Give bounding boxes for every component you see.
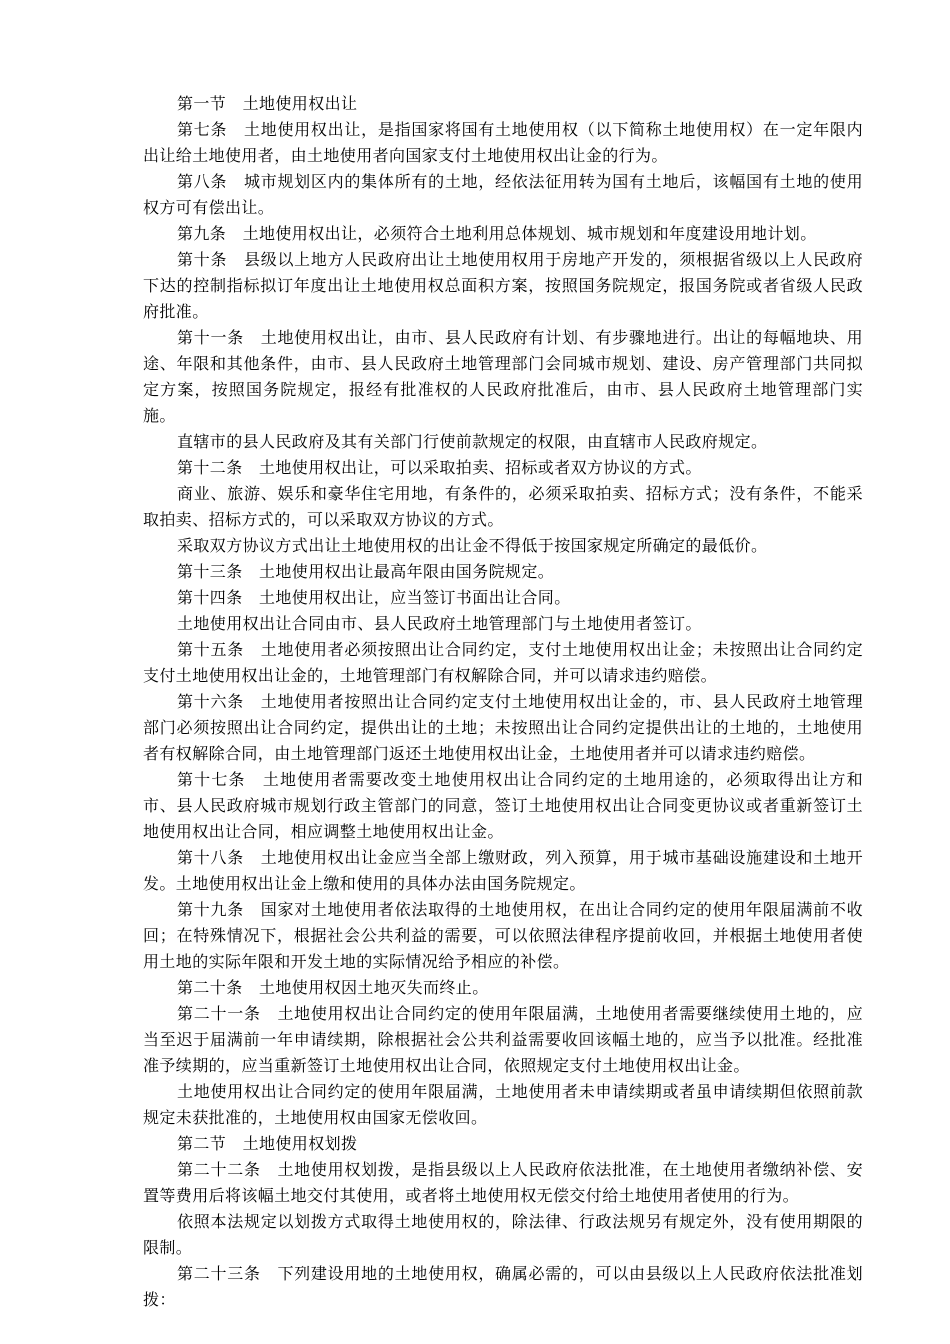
article-18: 第十八条 土地使用权出让金应当全部上缴财政，列入预算，用于城市基础设施建设和土地开发。土地使用权出让金上缴和使用的具体办法由国务院规定。 [143, 848, 863, 893]
section-heading-1: 第一节 土地使用权出让 [177, 94, 358, 113]
article-11: 第十一条 土地使用权出让，由市、县人民政府有计划、有步骤地进行。出让的每幅地块、用途、年限和其他条件，由市、县人民政府土地管理部门会同城市规划、建设、房产管理部门共同拟定方案，按照国务院规定，报经有批准权的人民政府批准后，由市、县人民政府土地管理部门实施。 [143, 328, 863, 425]
article-23: 第二十三条 下列建设用地的土地使用权，确属必需的，可以由县级以上人民政府依法批准划拨： [143, 1264, 863, 1309]
article-9: 第九条 土地使用权出让，必须符合土地利用总体规划、城市规划和年度建设用地计划。 [177, 224, 817, 243]
article-8: 第八条 城市规划区内的集体所有的土地，经依法征用转为国有土地后，该幅国有土地的使用权方可有偿出让。 [143, 172, 863, 217]
article-21: 第二十一条 土地使用权出让合同约定的使用年限届满，土地使用者需要继续使用土地的，应当至迟于届满前一年申请续期，除根据社会公共利益需要收回该幅土地的，应当予以批准。经批准准予续期的，应当重新签订土地使用权出让合同，依照规定支付土地使用权出让金。 [143, 1004, 863, 1075]
article-16: 第十六条 土地使用者按照出让合同约定支付土地使用权出让金的，市、县人民政府土地管理部门必须按照出让合同约定，提供出让的土地；未按照出让合同约定提供出让的土地的，土地使用者有权解除合同，由土地管理部门返还土地使用权出让金，土地使用者并可以请求违约赔偿。 [143, 692, 863, 763]
article-14: 第十四条 土地使用权出让，应当签订书面出让合同。 [177, 588, 571, 607]
article-14-clause-2: 土地使用权出让合同由市、县人民政府土地管理部门与土地使用者签订。 [177, 614, 702, 633]
article-12: 第十二条 土地使用权出让，可以采取拍卖、招标或者双方协议的方式。 [177, 458, 702, 477]
article-15: 第十五条 土地使用者必须按照出让合同约定，支付土地使用权出让金；未按照出让合同约定支付土地使用权出让金的，土地管理部门有权解除合同，并可以请求违约赔偿。 [143, 640, 863, 685]
section-heading-2: 第二节 土地使用权划拨 [177, 1134, 358, 1153]
article-21-clause-2: 土地使用权出让合同约定的使用年限届满，土地使用者未申请续期或者虽申请续期但依照前款规定未获批准的，土地使用权由国家无偿收回。 [143, 1082, 863, 1127]
article-7: 第七条 土地使用权出让，是指国家将国有土地使用权（以下简称土地使用权）在一定年限内出让给土地使用者，由土地使用者向国家支付土地使用权出让金的行为。 [143, 120, 863, 165]
document-body [143, 91, 863, 1313]
article-22-clause-2: 依照本法规定以划拨方式取得土地使用权的，除法律、行政法规另有规定外，没有使用期限的限制。 [143, 1212, 863, 1257]
article-20: 第二十条 土地使用权因土地灭失而终止。 [177, 978, 489, 997]
article-10: 第十条 县级以上地方人民政府出让土地使用权用于房地产开发的，须根据省级以上人民政府下达的控制指标拟订年度出让土地使用权总面积方案，按照国务院规定，报国务院或者省级人民政府批准。 [143, 250, 863, 321]
article-22: 第二十二条 土地使用权划拨，是指县级以上人民政府依法批准，在土地使用者缴纳补偿、安置等费用后将该幅土地交付其使用，或者将土地使用权无偿交付给土地使用者使用的行为。 [143, 1160, 863, 1205]
article-19: 第十九条 国家对土地使用者依法取得的土地使用权，在出让合同约定的使用年限届满前不收回；在特殊情况下，根据社会公共利益的需要，可以依照法律程序提前收回，并根据土地使用者使用土地的实际年限和开发土地的实际情况给予相应的补偿。 [143, 900, 863, 971]
article-13: 第十三条 土地使用权出让最高年限由国务院规定。 [177, 562, 555, 581]
article-12-clause-3: 采取双方协议方式出让土地使用权的出让金不得低于按国家规定所确定的最低价。 [177, 536, 768, 555]
article-17: 第十七条 土地使用者需要改变土地使用权出让合同约定的土地用途的，必须取得出让方和市、县人民政府城市规划行政主管部门的同意，签订土地使用权出让合同变更协议或者重新签订土地使用权出让合同，相应调整土地使用权出让金。 [143, 770, 863, 841]
article-11-clause-2: 直辖市的县人民政府及其有关部门行使前款规定的权限，由直辖市人民政府规定。 [177, 432, 768, 451]
article-12-clause-2: 商业、旅游、娱乐和豪华住宅用地，有条件的，必须采取拍卖、招标方式；没有条件，不能采取拍卖、招标方式的，可以采取双方协议的方式。 [143, 484, 863, 529]
